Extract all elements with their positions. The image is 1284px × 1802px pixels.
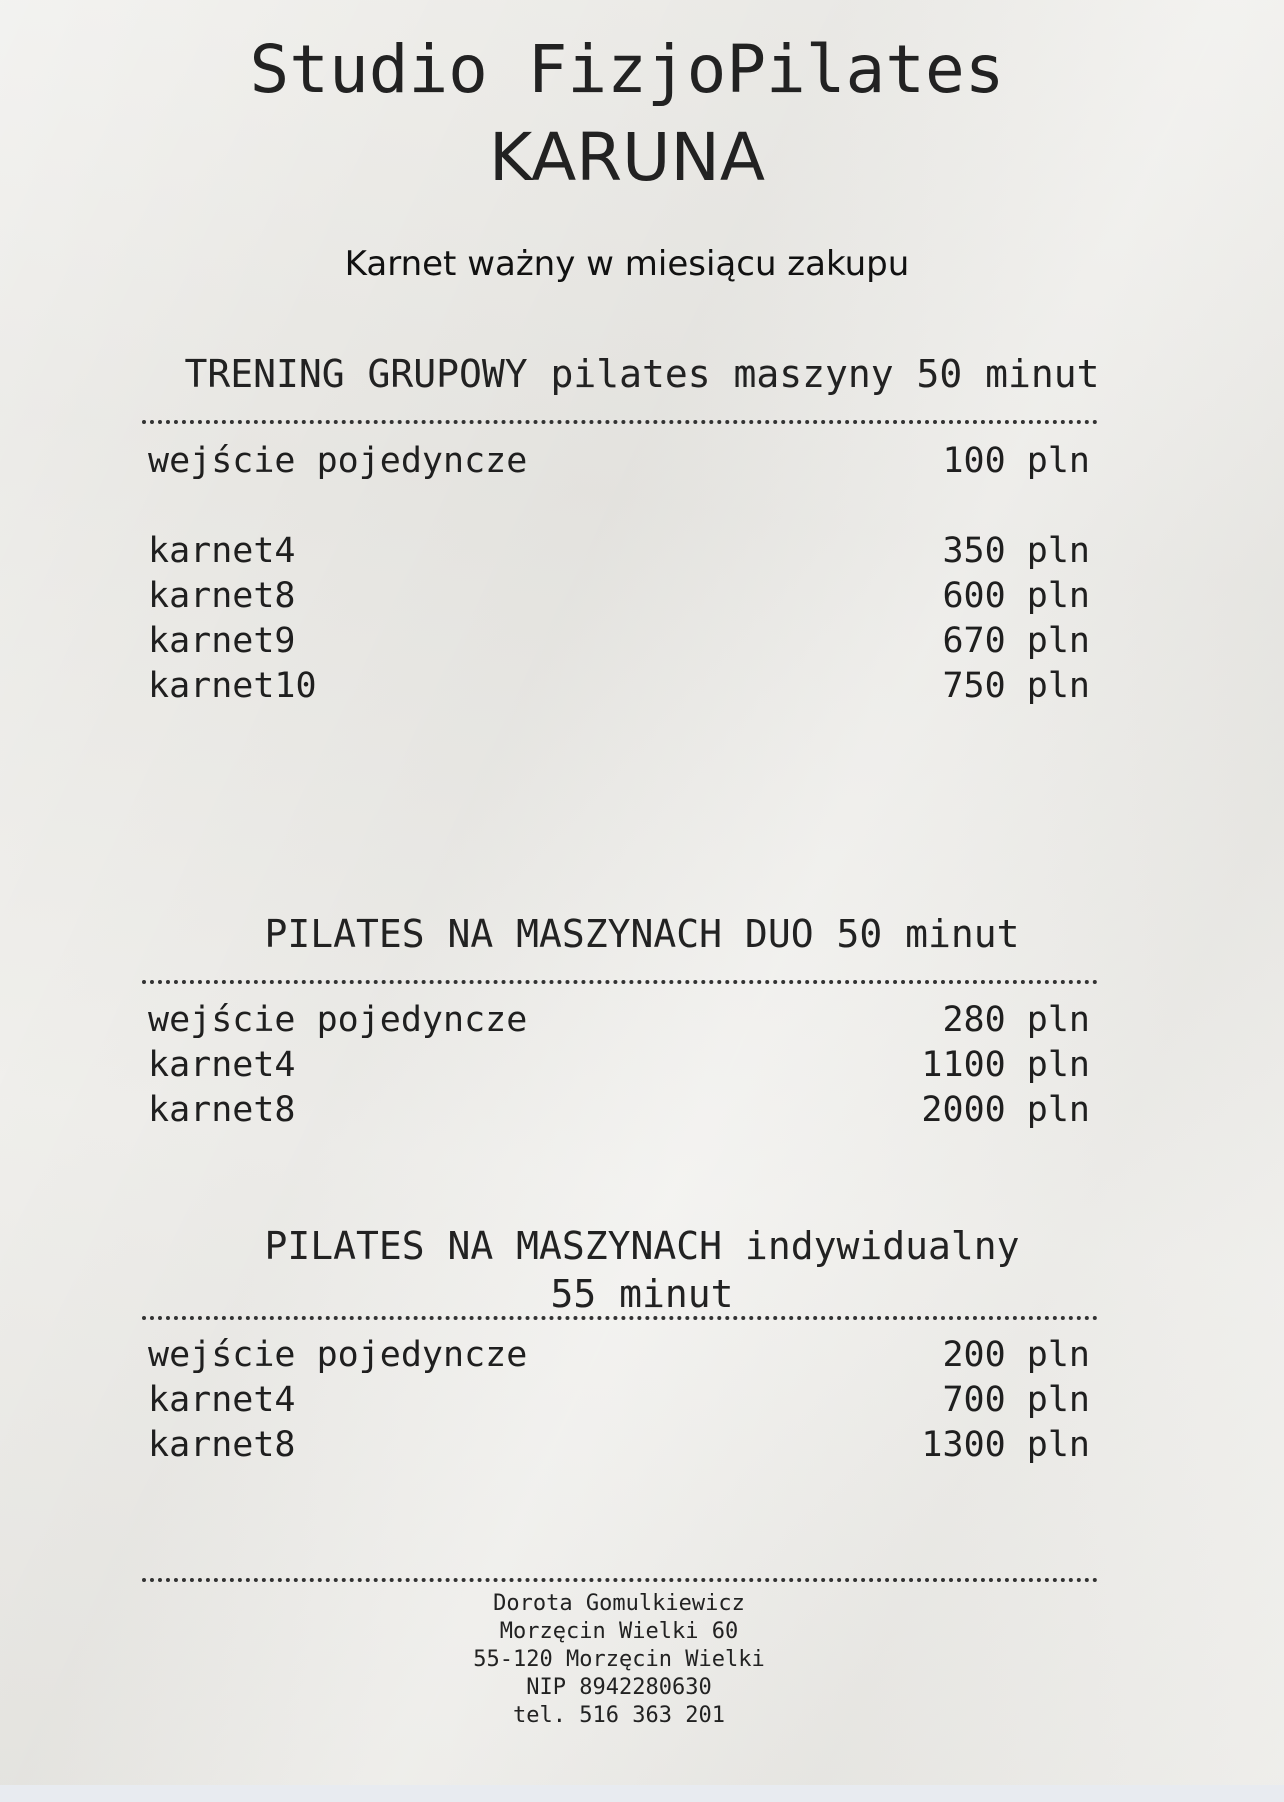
price-row xyxy=(148,1087,1090,1133)
price-row xyxy=(148,1377,1090,1423)
item-name: karnet9 xyxy=(148,621,296,661)
validity-note: Karnet ważny w miesiącu zakupu xyxy=(344,244,910,284)
price-row xyxy=(148,618,1090,664)
item-name: karnet8 xyxy=(148,1090,296,1130)
address-city: 55-120 Morzęcin Wielki xyxy=(473,1647,765,1672)
item-price: 2000 pln xyxy=(921,1090,1090,1130)
item-name: karnet8 xyxy=(148,1425,296,1465)
phone-number: tel. 516 363 201 xyxy=(513,1703,725,1728)
item-price: 600 pln xyxy=(942,576,1090,616)
address-street: Morzęcin Wielki 60 xyxy=(499,1619,739,1644)
item-name: karnet4 xyxy=(148,1045,296,1085)
price-row xyxy=(148,528,1090,574)
section-divider xyxy=(142,420,1098,424)
section-divider xyxy=(142,1316,1098,1320)
price-row xyxy=(148,573,1090,619)
item-name: karnet8 xyxy=(148,576,296,616)
item-name: wejście pojedyncze xyxy=(148,1000,528,1040)
studio-brand: KARUNA xyxy=(489,119,765,196)
item-name: karnet4 xyxy=(148,1380,296,1420)
footer-divider xyxy=(142,1578,1098,1582)
studio-name: Studio FizjoPilates xyxy=(249,31,1005,108)
item-name: wejście pojedyncze xyxy=(148,1335,528,1375)
price-row xyxy=(148,438,1090,484)
price-row xyxy=(148,1332,1090,1378)
price-row xyxy=(148,1042,1090,1088)
section-title-individual-duration: 55 minut xyxy=(550,1272,734,1316)
price-row xyxy=(148,1422,1090,1468)
item-price: 670 pln xyxy=(942,621,1090,661)
tax-id: NIP 8942280630 xyxy=(526,1675,712,1700)
item-name: karnet10 xyxy=(148,666,317,706)
section-title-duo: PILATES NA MASZYNACH DUO 50 minut xyxy=(264,912,1020,956)
section-title-individual: PILATES NA MASZYNACH indywidualny xyxy=(264,1224,1020,1268)
item-price: 700 pln xyxy=(942,1380,1090,1420)
section-divider xyxy=(142,980,1098,984)
item-price: 350 pln xyxy=(942,531,1090,571)
item-price: 280 pln xyxy=(942,1000,1090,1040)
contact-footer xyxy=(0,1590,1238,1730)
section-title-group-training: TRENING GRUPOWY pilates maszyny 50 minut xyxy=(184,352,1100,396)
item-price: 200 pln xyxy=(942,1335,1090,1375)
item-price: 1100 pln xyxy=(921,1045,1090,1085)
item-price: 750 pln xyxy=(942,666,1090,706)
price-row xyxy=(148,663,1090,709)
item-name: karnet4 xyxy=(148,531,296,571)
owner-name: Dorota Gomulkiewicz xyxy=(493,1591,745,1616)
item-price: 1300 pln xyxy=(921,1425,1090,1465)
price-row xyxy=(148,997,1090,1043)
item-price: 100 pln xyxy=(942,441,1090,481)
item-name: wejście pojedyncze xyxy=(148,441,528,481)
